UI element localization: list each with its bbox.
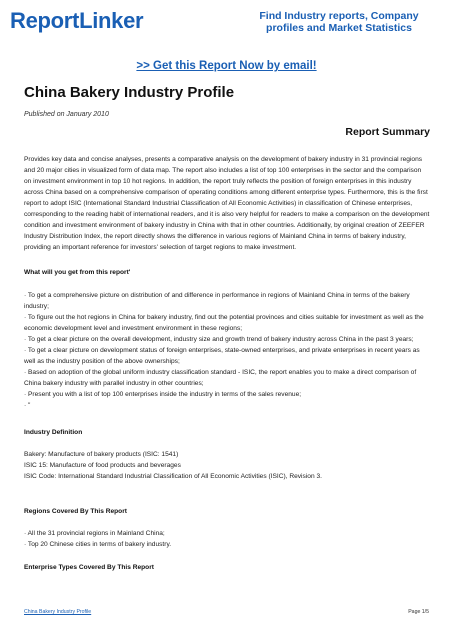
list-item: · ": [24, 402, 31, 409]
definition-line: Bakery: Manufacture of bakery products (ISIC: 1541): [24, 451, 179, 458]
reportlinker-logo[interactable]: ReportLinker: [10, 8, 144, 33]
page-header: [0, 0, 453, 46]
industry-definition-heading: Industry Definition: [24, 429, 83, 436]
page-number: Page 1/5: [408, 609, 429, 615]
list-item: · To figure out the hot regions in China for bakery industry, find out the potential provinces and cities suitable for investment as well as the economic development level and investment environment in these regions;: [24, 314, 424, 332]
list-item: · Based on adoption of the global uniform industry classification standard - ISIC, the report enables you to make a direct comparison of China bakery industry with parallel industry in other countries;: [24, 369, 417, 387]
definition-line: ISIC 15: Manufacture of food products and beverages: [24, 462, 181, 469]
what-you-get-heading: What will you get from this report': [24, 269, 131, 276]
regions-list: [24, 528, 430, 550]
list-item: · To get a clear picture on development status of foreign enterprises, state-owned enterprises, and private enterprises in recent years as well as the industry position of the above ownerships;: [24, 347, 420, 365]
header-tagline: Find Industry reports, Company profiles and Market Statistics: [259, 10, 419, 34]
list-item: · Top 20 Chinese cities in terms of bakery industry.: [24, 541, 172, 548]
list-item: · Present you with a list of top 100 enterprises inside the industry in terms of the sales revenue;: [24, 391, 302, 398]
industry-definition-list: [24, 449, 430, 482]
regions-heading: Regions Covered By This Report: [24, 508, 127, 515]
list-item: · To get a comprehensive picture on distribution of and difference in performance in regions of Mainland China in terms of the bakery industry;: [24, 292, 410, 310]
list-item: · To get a clear picture on the overall development, industry size and growth trend of bakery industry across China in the past 3 years;: [24, 336, 414, 343]
list-item: · All the 31 provincial regions in Mainland China;: [24, 530, 165, 537]
report-title: China Bakery Industry Profile: [24, 84, 235, 101]
enterprise-types-heading: Enterprise Types Covered By This Report: [24, 564, 154, 571]
footer-report-link[interactable]: China Bakery Industry Profile: [24, 609, 92, 615]
summary-paragraph: Provides key data and concise analyses, presents a comparative analysis on the development of bakery industry in 31 provincial regions and 20 major cities in visualized form of data map. The report also includes a list of top 100 enterprises in the sector and the comparison on investment environment in top 10 hot regions. In addition, the report truly reflects the position of foreign enterprises in this industry across China based on a comprehensive comparison of operating conditions among different enterprise types. Furthermore, this is the first report to adopt ISIC (International Standard Industrial Classification of All Economic Activities) in classification of Chinese enterprises, corresponding to the reading habit of international readers, and it is also very helpful for readers to make a comparison on the development condition and investment environment of bakery industry in China with that in other countries. Additionally, by original creation of ZEEFER Industry Distribution Index, the report directly shows the difference in various regions of Mainland China in terms of bakery industry, providing an important reference for investors' selection of target regions to make investment.: [24, 156, 430, 251]
report-summary-heading: Report Summary: [345, 126, 430, 138]
published-date: Published on January 2010: [24, 111, 109, 118]
get-report-email-link[interactable]: >> Get this Report Now by email!: [136, 60, 317, 72]
benefits-list: [24, 290, 430, 411]
report-content: [24, 84, 430, 573]
definition-line: ISIC Code: International Standard Industrial Classification of All Economic Activities (ISIC), Revision 3.: [24, 473, 322, 480]
